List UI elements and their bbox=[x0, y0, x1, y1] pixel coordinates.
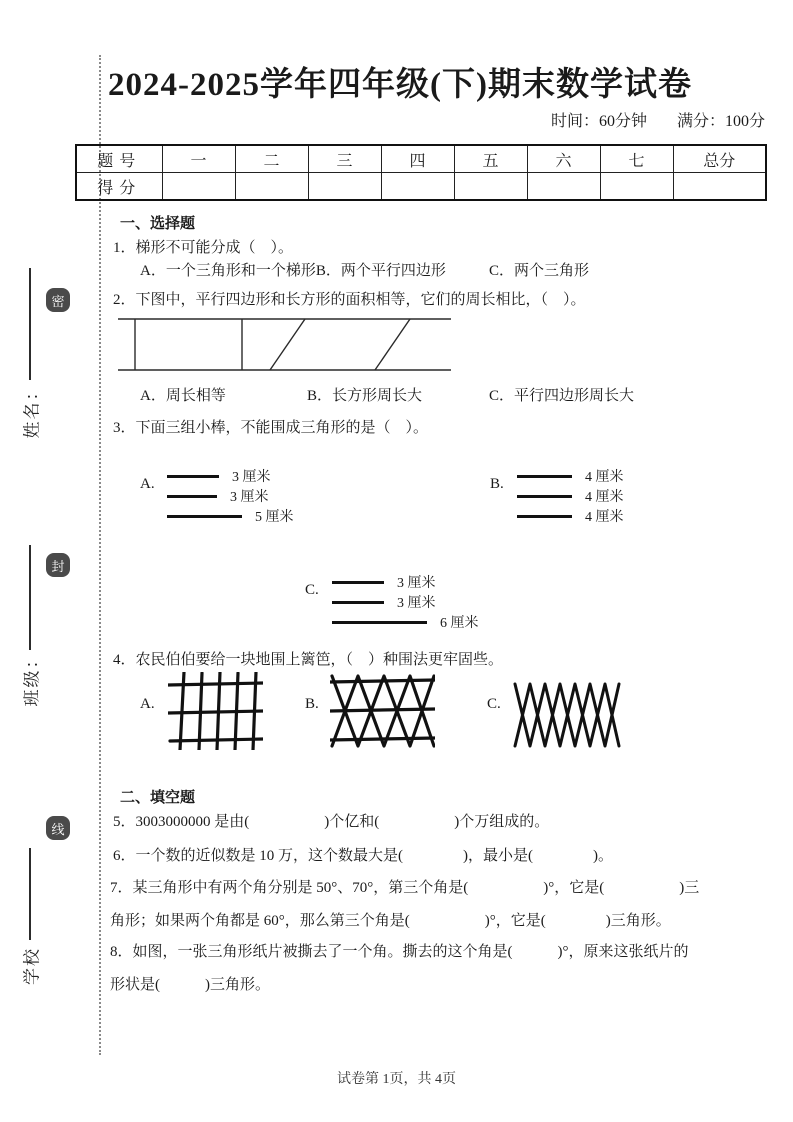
parallelogram-rectangle-figure bbox=[118, 316, 453, 373]
fence-zigzag-figure bbox=[512, 672, 622, 754]
stick-line bbox=[517, 475, 572, 478]
question-1-option-a: A．一个三角形和一个梯形 bbox=[140, 263, 316, 279]
score-cell bbox=[527, 173, 600, 201]
section-heading-fill: 二、填空题 bbox=[120, 790, 196, 806]
score-table-header-cell: 六 bbox=[527, 145, 600, 173]
score-cell bbox=[162, 173, 235, 201]
question-7-line-2: 角形；如果两个角都是 60°，那么第三个角是( )°，它是( )三角形。 bbox=[110, 913, 671, 929]
question-6: 6．一个数的近似数是 10 万，这个数最大是( )，最小是( )。 bbox=[113, 848, 613, 864]
stick-line bbox=[167, 515, 242, 518]
seal-badge-xian: 线 bbox=[46, 816, 70, 840]
score-table-header-cell: 五 bbox=[454, 145, 527, 173]
exam-title: 2024-2025学年四年级(下)期末数学试卷 bbox=[108, 67, 692, 103]
score-table-header-row bbox=[76, 145, 766, 173]
stick-group-b-label: B. bbox=[490, 476, 504, 492]
school-blank-line bbox=[29, 848, 31, 940]
score-row-label: 得分 bbox=[76, 173, 162, 201]
score-cell bbox=[308, 173, 381, 201]
stick-line bbox=[517, 515, 572, 518]
score-cell bbox=[600, 173, 673, 201]
question-1-option-b: B．两个平行四边形 bbox=[315, 263, 446, 279]
score-table-header-cell: 题号 bbox=[76, 145, 162, 173]
score-cell bbox=[454, 173, 527, 201]
fence-option-c-label: C. bbox=[487, 696, 501, 712]
score-table-header-cell: 三 bbox=[308, 145, 381, 173]
seal-badge-mi: 密 bbox=[46, 288, 70, 312]
fence-grid-figure bbox=[168, 672, 263, 750]
score-cell bbox=[673, 173, 766, 201]
stick-line bbox=[332, 621, 427, 624]
question-1-option-c: C．两个三角形 bbox=[489, 263, 590, 279]
stick-line bbox=[167, 475, 219, 478]
fence-option-b-label: B. bbox=[305, 696, 319, 712]
score-table-header-cell: 四 bbox=[381, 145, 454, 173]
score-table-score-row bbox=[76, 173, 766, 201]
question-5: 5．3003000000 是由( )个亿和( )个万组成的。 bbox=[113, 814, 550, 830]
stick-row: 3 厘米 bbox=[167, 466, 294, 486]
seal-dotted-line bbox=[99, 55, 101, 1055]
stick-group-c bbox=[305, 568, 555, 638]
question-8 bbox=[110, 936, 689, 1002]
stick-line bbox=[167, 495, 217, 498]
stick-row: 3 厘米 bbox=[332, 592, 479, 612]
question-4: 4．农民伯伯要给一块地围上篱笆，（ ）种围法更牢固些。 bbox=[113, 652, 504, 668]
stick-row: 4 厘米 bbox=[517, 486, 624, 506]
fence-cross-figure bbox=[330, 672, 435, 750]
stick-line bbox=[332, 581, 384, 584]
stick-group-a-label: A. bbox=[140, 476, 155, 492]
stick-group-a bbox=[140, 462, 390, 532]
question-2: 2．下图中，平行四边形和长方形的面积相等，它们的周长相比，（ ）。 bbox=[113, 292, 586, 308]
score-table-header-cell: 一 bbox=[162, 145, 235, 173]
score-table bbox=[75, 144, 767, 201]
class-blank-line bbox=[29, 545, 31, 650]
fence-option-a-label: A. bbox=[140, 696, 155, 712]
question-2-option-c: C．平行四边形周长大 bbox=[489, 388, 635, 404]
stick-row: 3 厘米 bbox=[167, 486, 294, 506]
question-8-line-1: 8．如图，一张三角形纸片被撕去了一个角。撕去的这个角是( )°，原来这张纸片的 bbox=[110, 944, 689, 960]
question-7-line-1: 7．某三角形中有两个角分别是 50°、70°，第三个角是( )°，它是( )三 bbox=[110, 880, 700, 896]
stick-row: 5 厘米 bbox=[167, 506, 294, 526]
question-8-line-2: 形状是( )三角形。 bbox=[110, 977, 270, 993]
score-cell bbox=[381, 173, 454, 201]
seal-badge-feng: 封 bbox=[46, 553, 70, 577]
stick-line bbox=[517, 495, 572, 498]
question-7 bbox=[110, 872, 699, 938]
stick-row: 4 厘米 bbox=[517, 506, 624, 526]
score-cell bbox=[235, 173, 308, 201]
question-2-options bbox=[140, 384, 760, 404]
page-number: 试卷第 1页，共 4页 bbox=[337, 1072, 456, 1087]
time-limit: 时间：60分钟 bbox=[550, 113, 647, 130]
question-1: 1．梯形不可能分成（ ）。 bbox=[113, 240, 294, 256]
stick-row: 4 厘米 bbox=[517, 466, 624, 486]
stick-group-b bbox=[490, 462, 740, 532]
stick-row: 6 厘米 bbox=[332, 612, 479, 632]
score-table-header-cell: 总分 bbox=[673, 145, 766, 173]
stick-row: 3 厘米 bbox=[332, 572, 479, 592]
name-blank-line bbox=[29, 268, 31, 380]
question-2-option-a: A．周长相等 bbox=[140, 388, 226, 404]
stick-group-c-label: C. bbox=[305, 582, 319, 598]
question-1-options bbox=[140, 259, 760, 280]
question-2-option-b: B．长方形周长大 bbox=[307, 388, 423, 404]
section-heading-choice: 一、选择题 bbox=[120, 216, 196, 232]
score-table-header-cell: 二 bbox=[235, 145, 308, 173]
stick-line bbox=[332, 601, 384, 604]
score-table-header-cell: 七 bbox=[600, 145, 673, 173]
question-3: 3．下面三组小棒，不能围成三角形的是（ ）。 bbox=[113, 420, 429, 436]
exam-meta bbox=[380, 108, 765, 131]
full-score: 满分：100分 bbox=[676, 113, 765, 130]
